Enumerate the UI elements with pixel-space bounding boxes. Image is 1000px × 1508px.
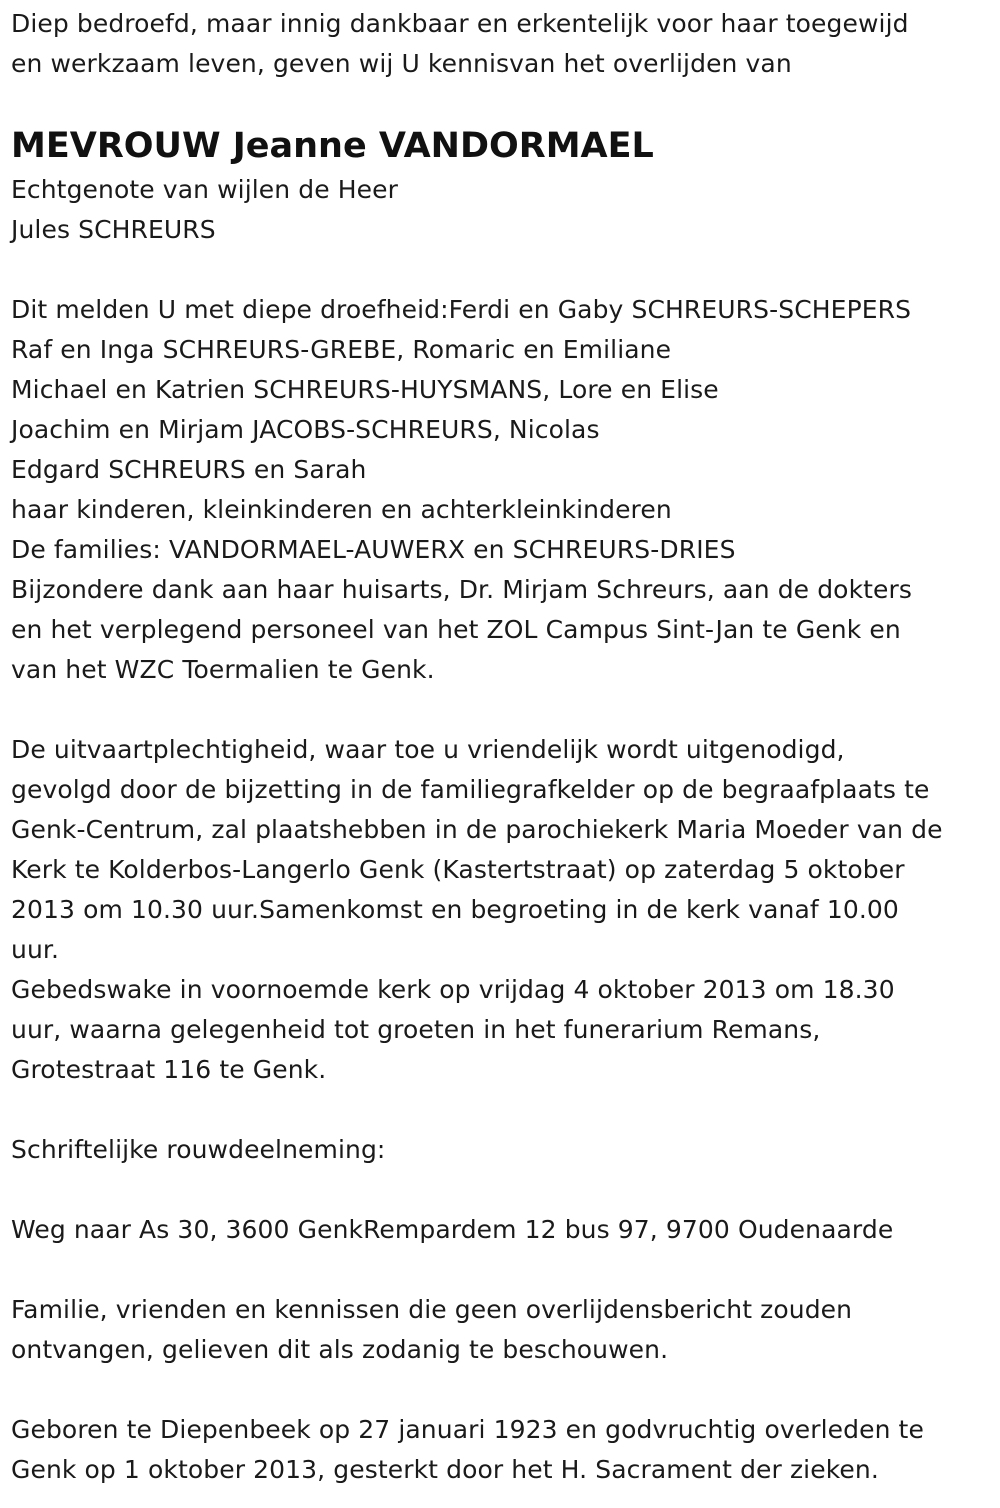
obituary-notice xyxy=(11,4,996,1490)
family-line: Raf en Inga SCHREURS-GREBE, Romaric en Emiliane xyxy=(11,335,672,364)
ceremony-line: Gebedswake in voornoemde kerk op vrijdag 4 oktober 2013 om 18.30 xyxy=(11,975,895,1004)
family-line: Bijzondere dank aan haar huisarts, Dr. Mirjam Schreurs, aan de dokters xyxy=(11,575,913,604)
notice-line: ontvangen, gelieven dit als zodanig te beschouwen. xyxy=(11,1335,669,1364)
notice-paragraph xyxy=(11,1290,996,1370)
birth-death-line: Genk op 1 oktober 2013, gesterkt door het H. Sacrament der zieken. xyxy=(11,1455,879,1484)
birth-death-paragraph xyxy=(11,1410,996,1490)
spacer xyxy=(11,84,996,123)
spacer xyxy=(11,1090,996,1130)
family-line: Edgard SCHREURS en Sarah xyxy=(11,455,367,484)
ceremony-line: Genk-Centrum, zal plaatshebben in de parochiekerk Maria Moeder van de xyxy=(11,815,943,844)
deceased-name: MEVROUW Jeanne VANDORMAEL xyxy=(11,126,654,166)
ceremony-line: Kerk te Kolderbos-Langerlo Genk (Kastertstraat) op zaterdag 5 oktober xyxy=(11,855,905,884)
family-line: Michael en Katrien SCHREURS-HUYSMANS, Lore en Elise xyxy=(11,375,719,404)
intro-line: Diep bedroefd, maar innig dankbaar en erkentelijk voor haar toegewijd xyxy=(11,9,909,38)
intro-paragraph xyxy=(11,4,996,84)
notice-line: Familie, vrienden en kennissen die geen overlijdensbericht zouden xyxy=(11,1295,853,1324)
family-line: van het WZC Toermalien te Genk. xyxy=(11,655,435,684)
spouse-paragraph xyxy=(11,170,996,250)
family-line: De families: VANDORMAEL-AUWERX en SCHREURS-DRIES xyxy=(11,535,736,564)
spouse-line: Jules SCHREURS xyxy=(11,215,216,244)
spacer xyxy=(11,1250,996,1290)
spacer xyxy=(11,1170,996,1210)
ceremony-line: gevolgd door de bijzetting in de familiegrafkelder op de begraafplaats te xyxy=(11,775,930,804)
family-line: haar kinderen, kleinkinderen en achterkleinkinderen xyxy=(11,495,672,524)
ceremony-line: uur. xyxy=(11,935,60,964)
family-paragraph xyxy=(11,290,996,690)
ceremony-line: uur, waarna gelegenheid tot groeten in het funerarium Remans, xyxy=(11,1015,821,1044)
ceremony-line: 2013 om 10.30 uur.Samenkomst en begroeting in de kerk vanaf 10.00 xyxy=(11,895,899,924)
ceremony-line: De uitvaartplechtigheid, waar toe u vriendelijk wordt uitgenodigd, xyxy=(11,735,845,764)
family-line: en het verplegend personeel van het ZOL Campus Sint-Jan te Genk en xyxy=(11,615,901,644)
ceremony-paragraph xyxy=(11,730,996,1090)
intro-line: en werkzaam leven, geven wij U kennisvan het overlijden van xyxy=(11,49,792,78)
spacer xyxy=(11,250,996,290)
condolence-addresses: Weg naar As 30, 3600 GenkRempardem 12 bus 97, 9700 Oudenaarde xyxy=(11,1215,894,1244)
family-line: Joachim en Mirjam JACOBS-SCHREURS, Nicolas xyxy=(11,415,600,444)
spacer xyxy=(11,690,996,730)
spouse-line: Echtgenote van wijlen de Heer xyxy=(11,175,399,204)
birth-death-line: Geboren te Diepenbeek op 27 januari 1923 en godvruchtig overleden te xyxy=(11,1415,924,1444)
ceremony-line: Grotestraat 116 te Genk. xyxy=(11,1055,327,1084)
spacer xyxy=(11,1370,996,1410)
family-line: Dit melden U met diepe droefheid:Ferdi en Gaby SCHREURS-SCHEPERS xyxy=(11,295,912,324)
condolence-label: Schriftelijke rouwdeelneming: xyxy=(11,1135,386,1164)
